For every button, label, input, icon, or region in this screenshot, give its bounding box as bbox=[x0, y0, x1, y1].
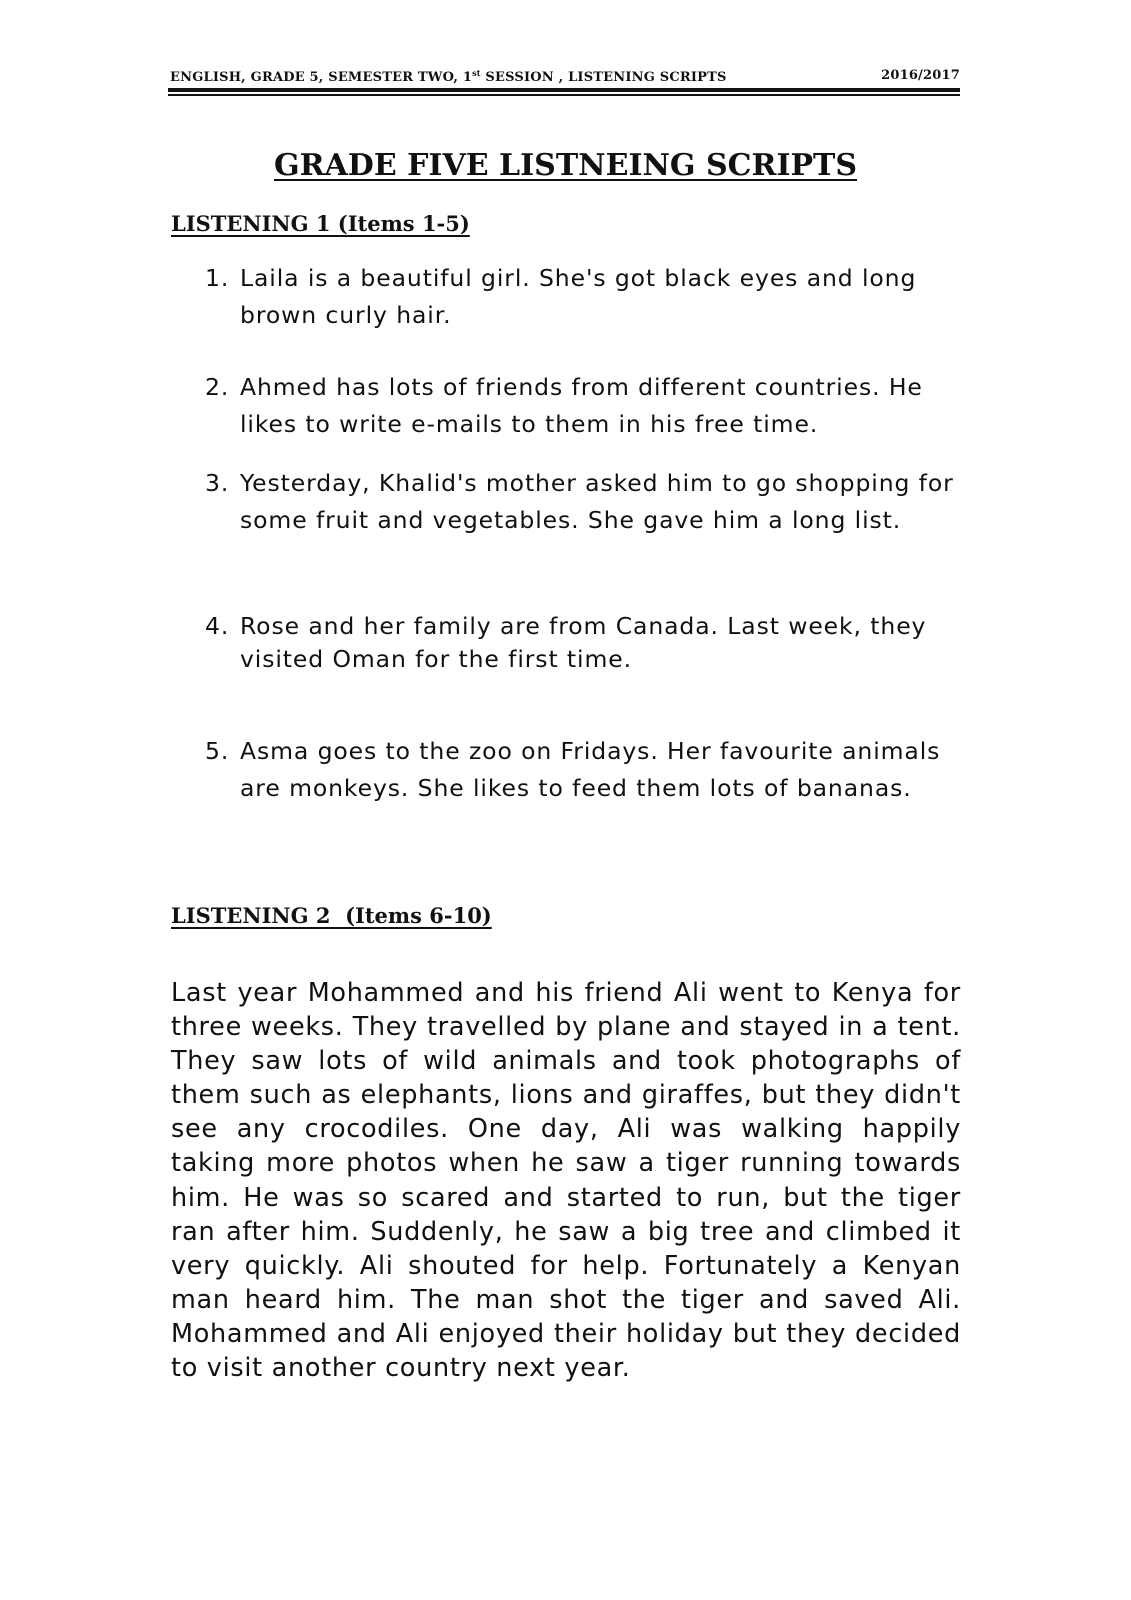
item-number: 1. bbox=[205, 264, 230, 292]
item-number: 5. bbox=[205, 737, 230, 765]
page-header bbox=[170, 66, 960, 88]
header-rule-thick bbox=[168, 88, 960, 92]
item-text: Yesterday, Khalid's mother asked him to go shopping for some fruit and vegetables. She gave him a long list. bbox=[240, 469, 954, 534]
item-text: Laila is a beautiful girl. She's got black eyes and long brown curly hair. bbox=[240, 264, 917, 329]
listening-1-item-5 bbox=[205, 733, 975, 807]
listening-1-item-1 bbox=[205, 260, 975, 334]
item-number: 4. bbox=[205, 612, 230, 640]
listening-1-item-2 bbox=[205, 369, 975, 443]
listening-1-heading: LISTENING 1 (Items 1-5) bbox=[171, 211, 470, 236]
header-year: 2016/2017 bbox=[881, 68, 960, 83]
page-title: GRADE FIVE LISTNEING SCRIPTS bbox=[273, 148, 858, 183]
listening-2-heading: LISTENING 2 (Items 6-10) bbox=[171, 903, 492, 928]
item-text: Ahmed has lots of friends from different countries. He likes to write e-mails to them in his free time. bbox=[240, 373, 923, 438]
listening-1-item-3 bbox=[205, 465, 975, 539]
header-rule-thin bbox=[168, 94, 960, 96]
header-left: ENGLISH, GRADE 5, SEMESTER TWO, 1st SESSION , LISTENING SCRIPTS bbox=[170, 68, 727, 85]
listening-2-passage: Last year Mohammed and his friend Ali went to Kenya for three weeks. They travelled by plane and stayed in a tent. They saw lots of wild animals and took photographs of them such as elephants, lions and giraffes, but they didn't see any crocodiles. One day, Ali was walking happily taking more photos when he saw a tiger running towards him. He was so scared and started to run, but the tiger ran after him. Suddenly, he saw a big tree and climbed it very quickly. Ali shouted for help. Fortunately a Kenyan man heard him. The man shot the tiger and saved Ali. Mohammed and Ali enjoyed their holiday but they decided to visit another country next year. bbox=[171, 978, 961, 1384]
item-text: Rose and her family are from Canada. Last week, they visited Oman for the first time. bbox=[240, 612, 927, 673]
item-text: Asma goes to the zoo on Fridays. Her favourite animals are monkeys. She likes to feed them lots of bananas. bbox=[240, 737, 941, 802]
item-number: 2. bbox=[205, 373, 230, 401]
listening-1-item-4 bbox=[205, 610, 975, 676]
item-number: 3. bbox=[205, 469, 230, 497]
